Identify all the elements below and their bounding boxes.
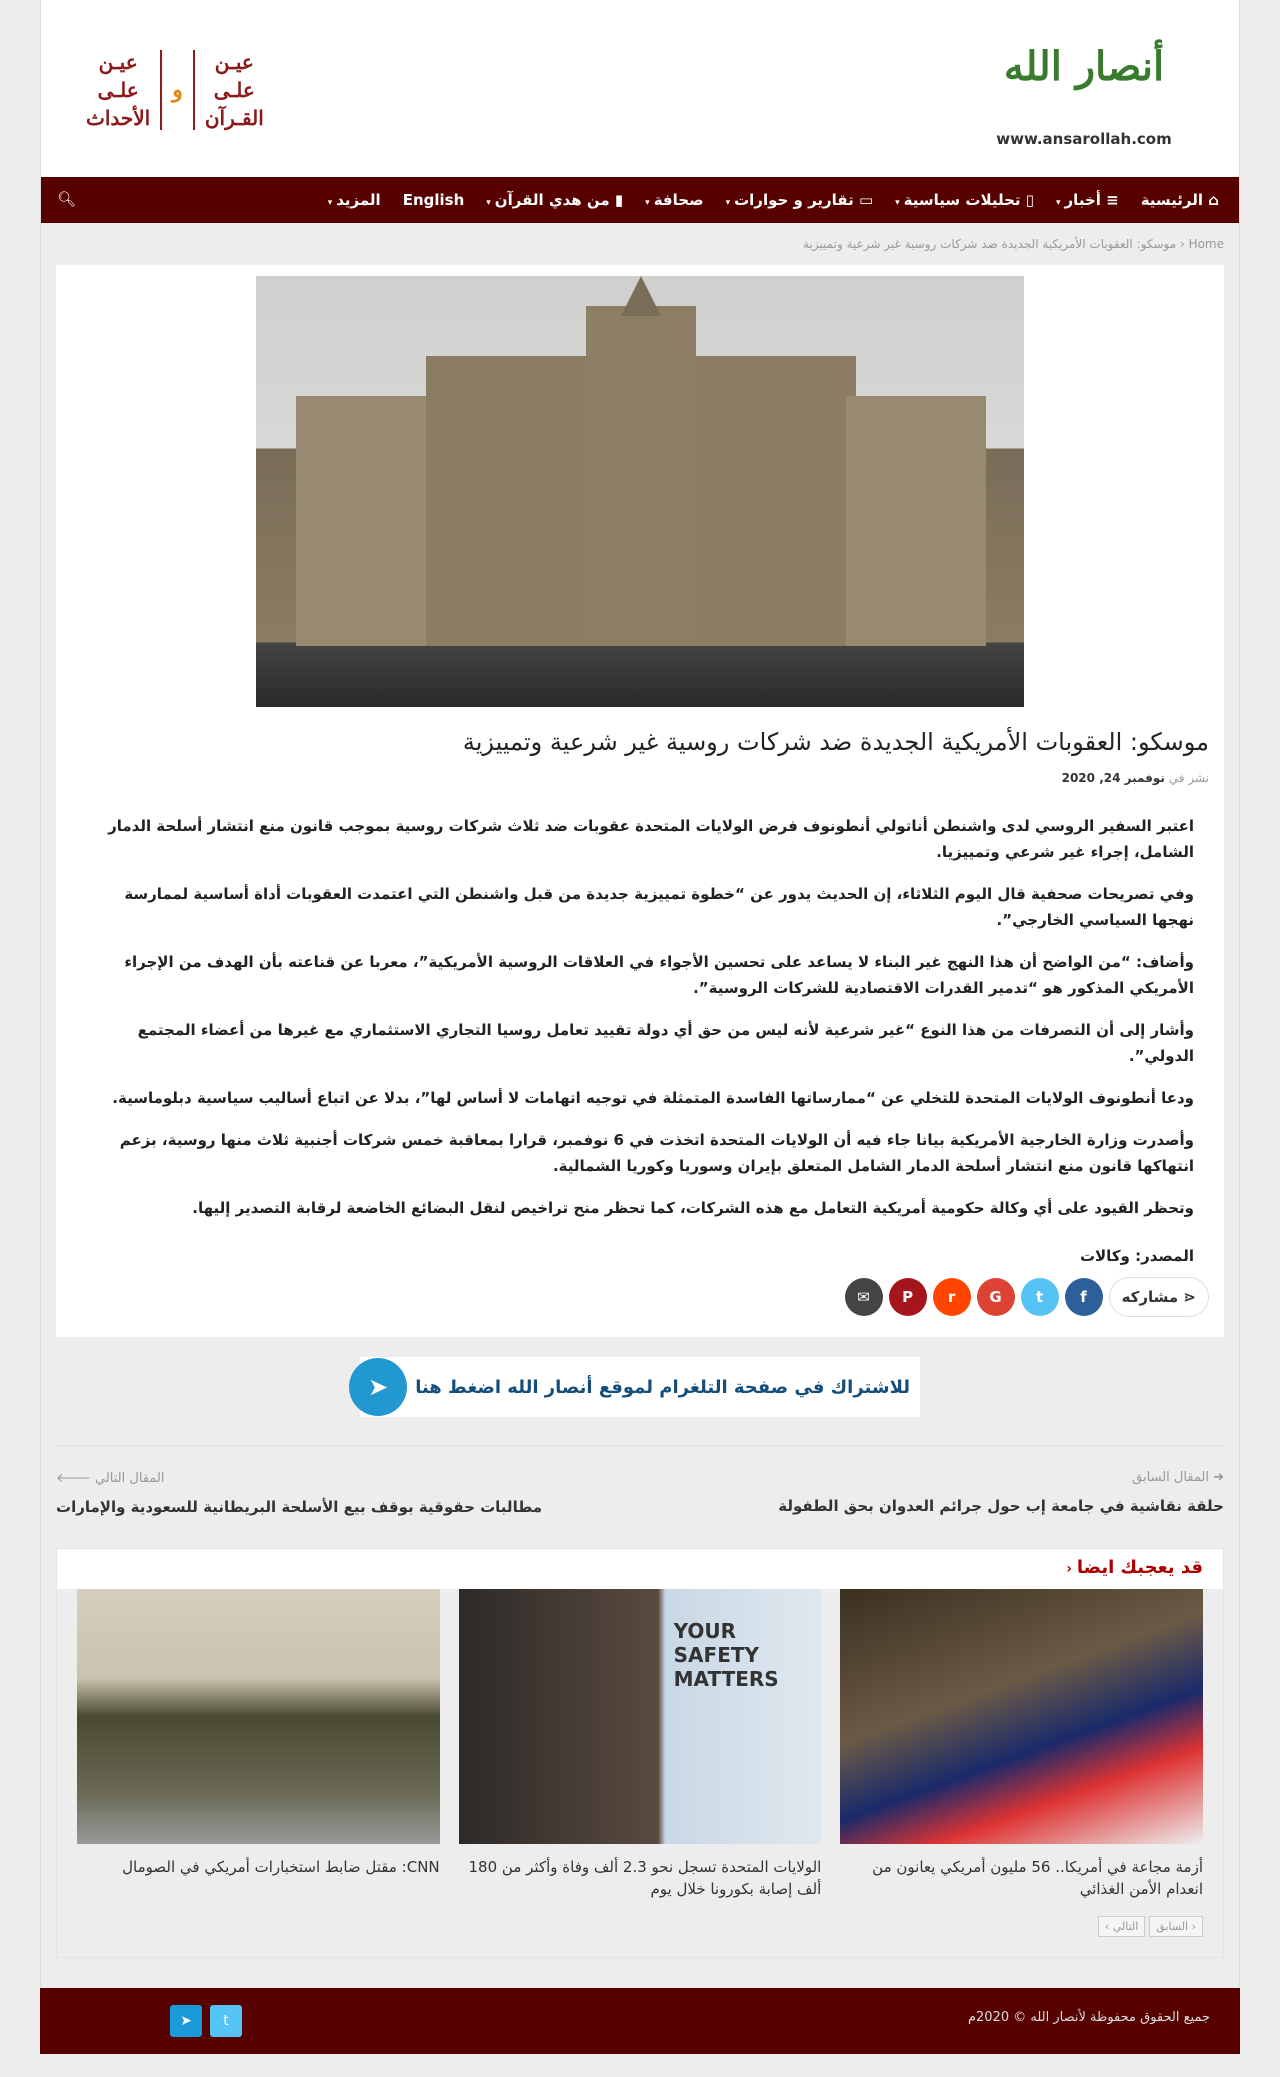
chevron-down-icon: ▾ — [327, 198, 333, 208]
page — [40, 0, 1240, 1988]
site-header — [41, 0, 1239, 177]
site-url: www.ansarollah.com — [996, 130, 1172, 148]
share-icon: ⋖ — [1178, 1288, 1196, 1306]
article-card — [56, 265, 1224, 1337]
logo-text: و — [172, 77, 183, 103]
nav-english[interactable]: English — [402, 191, 465, 209]
logo-text: عيـن — [214, 50, 254, 74]
chevron-down-icon: ▾ — [645, 198, 650, 208]
related-post-image — [77, 1589, 440, 1844]
pager-prev-button[interactable]: ‹ السابق — [1149, 1916, 1203, 1937]
logo-text: علـى — [213, 78, 255, 102]
paragraph: وفي تصريحات صحفية قال اليوم الثلاثاء، إن الحديث يدور عن “خطوة تمييزية جديدة من قبل واشنطن التي اعتمدت العقوبات أداة أساسية لممارسة نهجها السياسي الخارجي”. — [124, 885, 1194, 929]
card-icon: ▭ — [853, 191, 874, 209]
image-building-wing — [696, 356, 856, 646]
divider — [56, 1445, 1224, 1446]
related-post-image: YOUR SAFETY MATTERS — [459, 1589, 822, 1844]
email-share-icon[interactable]: ✉ — [845, 1278, 883, 1316]
telegram-banner-text: للاشتراك في صفحة التلغرام لموقع أنصار الله اضغط هنا — [415, 1376, 910, 1398]
pager-next-button[interactable]: التالي › — [1098, 1916, 1146, 1937]
image-building-tower — [586, 306, 696, 646]
paragraph: وأضاف: “من الواضح أن هذا النهج غير البناء لا يساعد على تحسين الأجواء في العلاقات الروسية الأمريكية”، معربا عن قناعته بأن الهدف من الإجراء الأمريكي المذكور هو “تدمير القدرات الاقتصادية للشركات الروسية”. — [124, 953, 1194, 997]
arrow-left-icon: 🡐 — [56, 1471, 95, 1486]
reddit-share-icon[interactable]: r — [933, 1278, 971, 1316]
related-post-title: أزمة مجاعة في أمريكا.. 56 مليون أمريكي يعانون من انعدام الأمن الغذائي — [872, 1858, 1203, 1898]
telegram-icon: ➤ — [349, 1358, 407, 1416]
next-article-title: مطالبات حقوقية بوقف بيع الأسلحة البريطانية للسعودية والإمارات — [56, 1498, 543, 1516]
related-post[interactable] — [840, 1589, 1203, 1900]
share-bar — [71, 1277, 1209, 1317]
image-building-wing — [296, 396, 436, 646]
paragraph: ودعا أنطونوف الولايات المتحدة للتخلي عن “ممارساتها الفاسدة المتمثلة في توجيه اتهامات لا أساس لها”، بدلا عن اتباع أساليب سياسية دبلوماسية. — [112, 1089, 1194, 1107]
nav-quran[interactable]: ▮ من هدي القرآن▾ — [486, 191, 624, 209]
article-image — [256, 276, 1024, 707]
related-posts — [56, 1548, 1224, 1958]
main-content — [41, 223, 1239, 1958]
image-building-wing — [426, 356, 586, 646]
nav-press[interactable]: صحافة▾ — [645, 191, 704, 209]
article-title: موسكو: العقوبات الأمريكية الجديدة ضد شركات روسية غير شرعية وتمييزية — [462, 728, 1209, 756]
logo-separator — [160, 50, 162, 130]
site-footer — [40, 1988, 1240, 2054]
quran-events-logo[interactable] — [86, 45, 264, 135]
paragraph: وتحظر القيود على أي وكالة حكومية أمريكية التعامل مع هذه الشركات، كما تحظر منح تراخيص لنقل البضائع الخاضعة لرقابة التصدير إليها. — [192, 1199, 1194, 1217]
logo-text: الأحداث — [86, 106, 151, 130]
prev-article-title: حلقة نقاشية في جامعة إب حول جرائم العدوان بحق الطفولة — [778, 1497, 1224, 1515]
home-icon: ⌂ — [1203, 191, 1219, 209]
related-post-title: الولايات المتحدة تسجل نحو 2.3 ألف وفاة وأكثر من 180 ألف إصابة بكورونا خلال يوم — [468, 1858, 822, 1898]
arrow-right-icon: ➜ — [1208, 1470, 1224, 1485]
related-post[interactable] — [77, 1589, 440, 1900]
facebook-share-icon[interactable]: f — [1065, 1278, 1103, 1316]
nav-reports[interactable]: ▭ تقارير و حوارات▾ — [725, 191, 874, 209]
menu-icon: ≡ — [1100, 191, 1119, 209]
logo-emblem: أنصار الله — [1003, 43, 1165, 90]
logo-separator — [193, 50, 195, 130]
image-building-wing — [846, 396, 986, 646]
paragraph: وأصدرت وزارة الخارجية الأمريكية بيانا جاء فيه أن الولايات المتحدة اتخذت في 6 نوفمبر، قرارا بمعاقبة خمس شركات أجنبية ثلاث منها روسية، بزعم انتهاكها قانون منع انتشار أسلحة الدمار الشامل المتعلق بإيران وسوريا وكوريا الشمالية. — [119, 1131, 1194, 1175]
share-button[interactable]: ⋖ مشاركه — [1109, 1277, 1209, 1317]
copyright: جميع الحقوق محفوظة لأنصار الله © 2020م — [967, 2010, 1210, 2025]
chevron-down-icon: ▾ — [895, 198, 900, 208]
chevron-down-icon: ▾ — [1056, 198, 1061, 208]
related-post-image — [840, 1589, 1203, 1844]
map-icon: ▯ — [1020, 191, 1035, 209]
pinterest-share-icon[interactable]: P — [889, 1278, 927, 1316]
nav-news[interactable]: ≡ أخبار▾ — [1056, 191, 1119, 209]
nav-home[interactable]: ⌂ الرئيسية — [1140, 191, 1219, 209]
breadcrumb-current: موسكو: العقوبات الأمريكية الجديدة ضد شركات روسية غير شرعية وتمييزية — [803, 237, 1177, 251]
article-source: المصدر: وكالات — [1079, 1247, 1194, 1265]
related-heading: قد يعجبك ايضا ‹ — [57, 1549, 1223, 1589]
paragraph: اعتبر السفير الروسي لدى واشنطن أناتولي أنطونوف فرض الولايات المتحدة عقوبات ضد ثلاث شركات روسية بموجب قانون منع انتشار أسلحة الدمار الشامل، إجراء غير شرعي وتمييزيا. — [108, 817, 1194, 861]
twitter-share-icon[interactable]: t — [1021, 1278, 1059, 1316]
post-navigation — [56, 1470, 1224, 1518]
search-icon[interactable]: 🔍︎ — [57, 190, 77, 208]
twitter-icon[interactable]: t — [210, 2005, 242, 2037]
main-nav — [41, 177, 1239, 223]
chevron-down-icon: ▾ — [725, 198, 731, 208]
article-body — [71, 813, 1209, 1221]
book-icon: ▮ — [609, 191, 624, 209]
breadcrumb-home[interactable]: Home — [1188, 237, 1224, 251]
logo-text: علـى — [97, 78, 139, 102]
google-share-icon[interactable]: G — [977, 1278, 1015, 1316]
related-pager — [57, 1900, 1223, 1937]
site-logo[interactable] — [964, 12, 1204, 162]
logo-text: القـرآن — [204, 106, 264, 130]
nav-analysis[interactable]: ▯ تحليلات سياسية▾ — [895, 191, 1035, 209]
next-article-link[interactable]: المقال التالي 🡐 مطالبات حقوقية بوقف بيع الأسلحة البريطانية للسعودية والإمارات — [56, 1471, 543, 1516]
breadcrumb: Home ‹ موسكو: العقوبات الأمريكية الجديدة ضد شركات روسية غير شرعية وتمييزية — [803, 237, 1224, 251]
logo-text: عيـن — [98, 50, 138, 74]
chevron-down-icon: ▾ — [486, 198, 491, 208]
related-post-title: CNN: مقتل ضابط استخبارات أمريكي في الصومال — [122, 1858, 440, 1876]
telegram-icon[interactable]: ➤ — [170, 2005, 202, 2037]
nav-more[interactable]: المزيد▾ — [327, 191, 381, 209]
publish-date: نشر في نوفمبر 24, 2020 — [1061, 771, 1209, 785]
telegram-subscribe-banner[interactable] — [360, 1357, 920, 1417]
paragraph: وأشار إلى أن التصرفات من هذا النوع “غير شرعية لأنه ليس من حق أي دولة تقييد تعامل روسيا التجاري الاستثماري مع غيرها من أعضاء المجتمع الدولي”. — [137, 1021, 1194, 1065]
related-post[interactable] — [459, 1589, 822, 1900]
prev-article-link[interactable]: ➜ المقال السابق حلقة نقاشية في جامعة إب حول جرائم العدوان بحق الطفولة — [778, 1470, 1224, 1515]
chevron-left-icon: ‹ — [1066, 1561, 1077, 1577]
